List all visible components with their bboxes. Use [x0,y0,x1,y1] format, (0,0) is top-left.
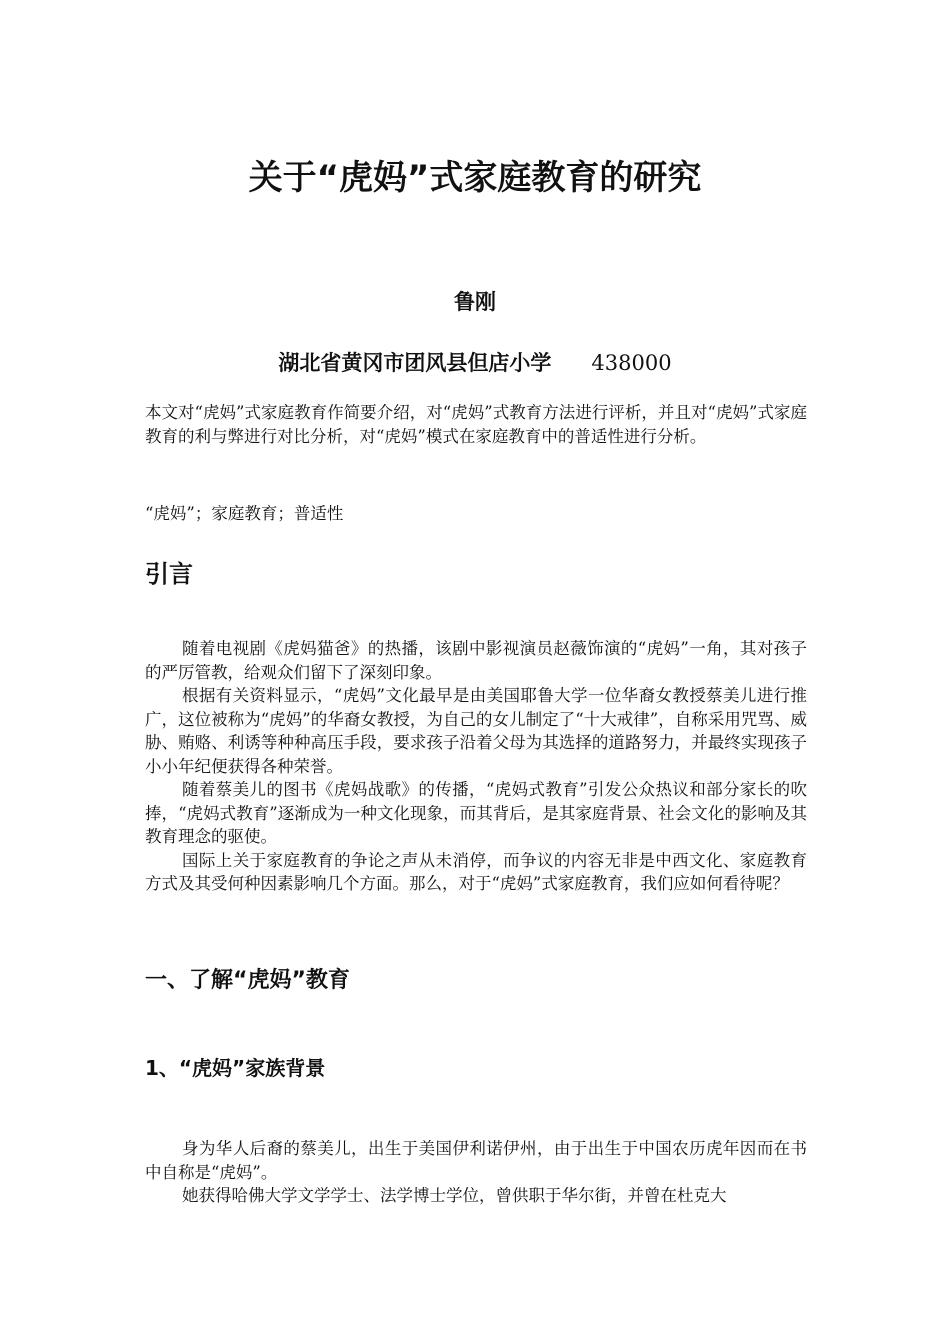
author-affiliation [0,345,950,381]
abstract-text: 本文对“虎妈”式家庭教育作简要介绍，对“虎妈”式教育方法进行评析，并且对“虎妈”式家庭教育的利与弊进行对比分析，对“虎妈”模式在家庭教育中的普适性进行分析。 [145,403,807,446]
keywords-text: “虎妈”；家庭教育；普适性 [145,504,344,523]
affiliation-name: 湖北省黄冈市团风县但店小学 [278,351,552,375]
paragraph: 随着蔡美儿的图书《虎妈战歌》的传播，“虎妈式教育”引发公众热议和部分家长的吹捧，“虎妈式教育”逐渐成为一种文化现象，而其背后，是其家庭背景、社会文化的影响及其教育理念的驱使。 [145,780,807,846]
postcode: 438000 [591,351,672,375]
section-heading-intro: 引言 [145,560,193,588]
paragraph: 身为华人后裔的蔡美儿，出生于美国伊利诺伊州，由于出生于中国农历虎年因而在书中自称是“虎妈”。 [145,1139,807,1182]
document-title: 关于“虎妈”式家庭教育的研究 [248,158,702,198]
paragraph: 随着电视剧《虎妈猫爸》的热播，该剧中影视演员赵薇饰演的“虎妈”一角，其对孩子的严厉管教，给观众们留下了深刻印象。 [145,639,807,682]
paragraph: 她获得哈佛大学文学学士、法学博士学位，曾供职于华尔街，并曾在杜克大 [182,1186,727,1205]
intro-body [145,637,807,896]
section-heading-1: 一、了解“虎妈”教育 [145,968,350,993]
paragraph: 国际上关于家庭教育的争论之声从未消停，而争议的内容无非是中西文化、家庭教育方式及其受何种因素影响几个方面。那么，对于“虎妈”式家庭教育，我们应如何看待呢？ [145,850,807,893]
keywords [145,502,807,526]
subsection-heading-1-1: 1、“虎妈”家族背景 [145,1056,326,1080]
paragraph: 根据有关资料显示，“虎妈”文化最早是由美国耶鲁大学一位华裔女教授蔡美儿进行推广，这位被称为“虎妈”的华裔女教授，为自己的女儿制定了“十大戒律”，自称采用咒骂、威胁、贿赂、利诱等种种高压手段，要求孩子沿着父母为其选择的道路努力，并最终实现孩子小小年纪便获得各种荣誉。 [145,686,807,776]
author-name: 鲁刚 [454,290,496,314]
subsection-1-1-body [145,1137,807,1208]
abstract [145,401,807,448]
